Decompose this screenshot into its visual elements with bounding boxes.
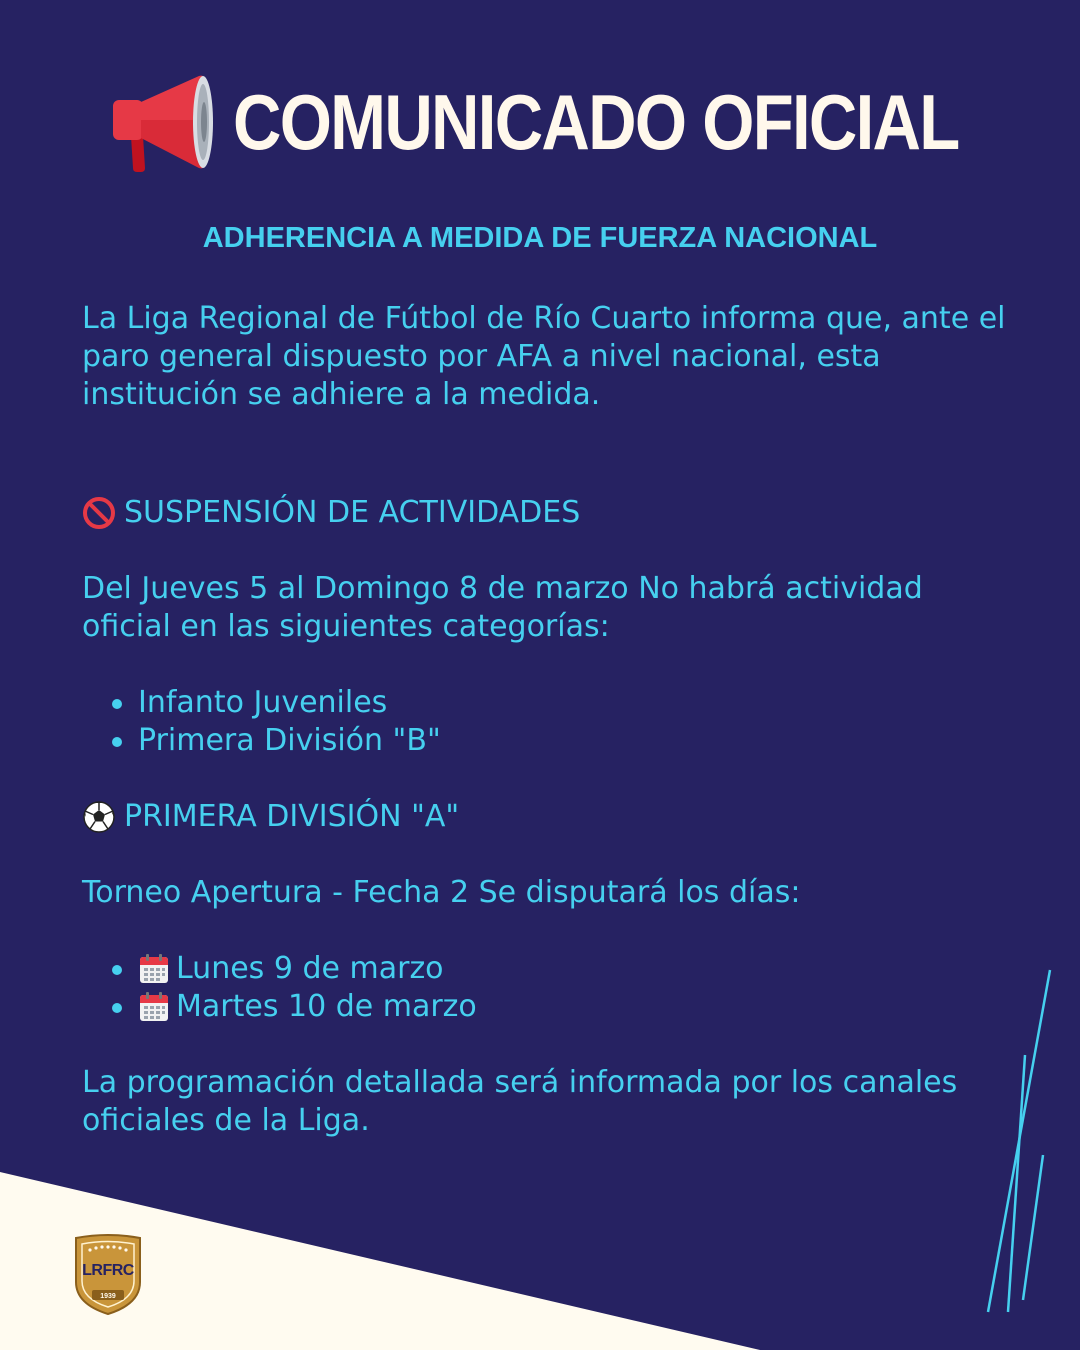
bullet-dot	[112, 699, 122, 709]
megaphone-icon	[107, 72, 219, 172]
list-item	[112, 684, 1012, 722]
bullet-dot	[112, 965, 122, 975]
prohibited-icon	[82, 496, 116, 530]
bullet-dot	[112, 737, 122, 747]
primera-a-text: Torneo Apertura - Fecha 2 Se disputará los días:	[82, 875, 801, 910]
crest-text: LRFRC	[82, 1262, 134, 1279]
calendar-icon	[138, 991, 170, 1023]
suspension-heading-text: SUSPENSIÓN DE ACTIVIDADES	[124, 495, 581, 530]
intro-paragraph: La Liga Regional de Fútbol de Río Cuarto informa que, ante el paro general dispuesto por AFA a nivel nacional, esta institución se adhiere a la medida.	[82, 301, 1006, 412]
match-dates-list	[82, 950, 1012, 1026]
page-title: COMUNICADO OFICIAL	[233, 78, 959, 166]
list-item	[112, 988, 1012, 1026]
category-label: Infanto Juveniles	[138, 685, 388, 720]
suspended-categories-list	[82, 684, 1012, 760]
category-label: Primera División "B"	[138, 723, 441, 758]
list-item	[112, 950, 1012, 988]
date-label: Martes 10 de marzo	[176, 989, 477, 1024]
crest-year: 1939	[100, 1293, 116, 1300]
date-label: Lunes 9 de marzo	[176, 951, 444, 986]
bullet-dot	[112, 1003, 122, 1013]
primera-a-heading-text: PRIMERA DIVISIÓN "A"	[124, 799, 460, 834]
subtitle: ADHERENCIA A MEDIDA DE FUERZA NACIONAL	[202, 222, 878, 254]
soccer-ball-icon	[82, 800, 116, 834]
calendar-icon	[138, 953, 170, 985]
main-content	[82, 300, 1012, 1140]
list-item	[112, 722, 1012, 760]
suspension-heading	[82, 494, 1012, 532]
primera-a-heading	[82, 798, 1012, 836]
suspension-text: Del Jueves 5 al Domingo 8 de marzo No habrá actividad oficial en las siguientes categorías:	[82, 571, 923, 644]
header	[0, 62, 1080, 182]
closing-paragraph: La programación detallada será informada por los canales oficiales de la Liga.	[82, 1065, 958, 1138]
